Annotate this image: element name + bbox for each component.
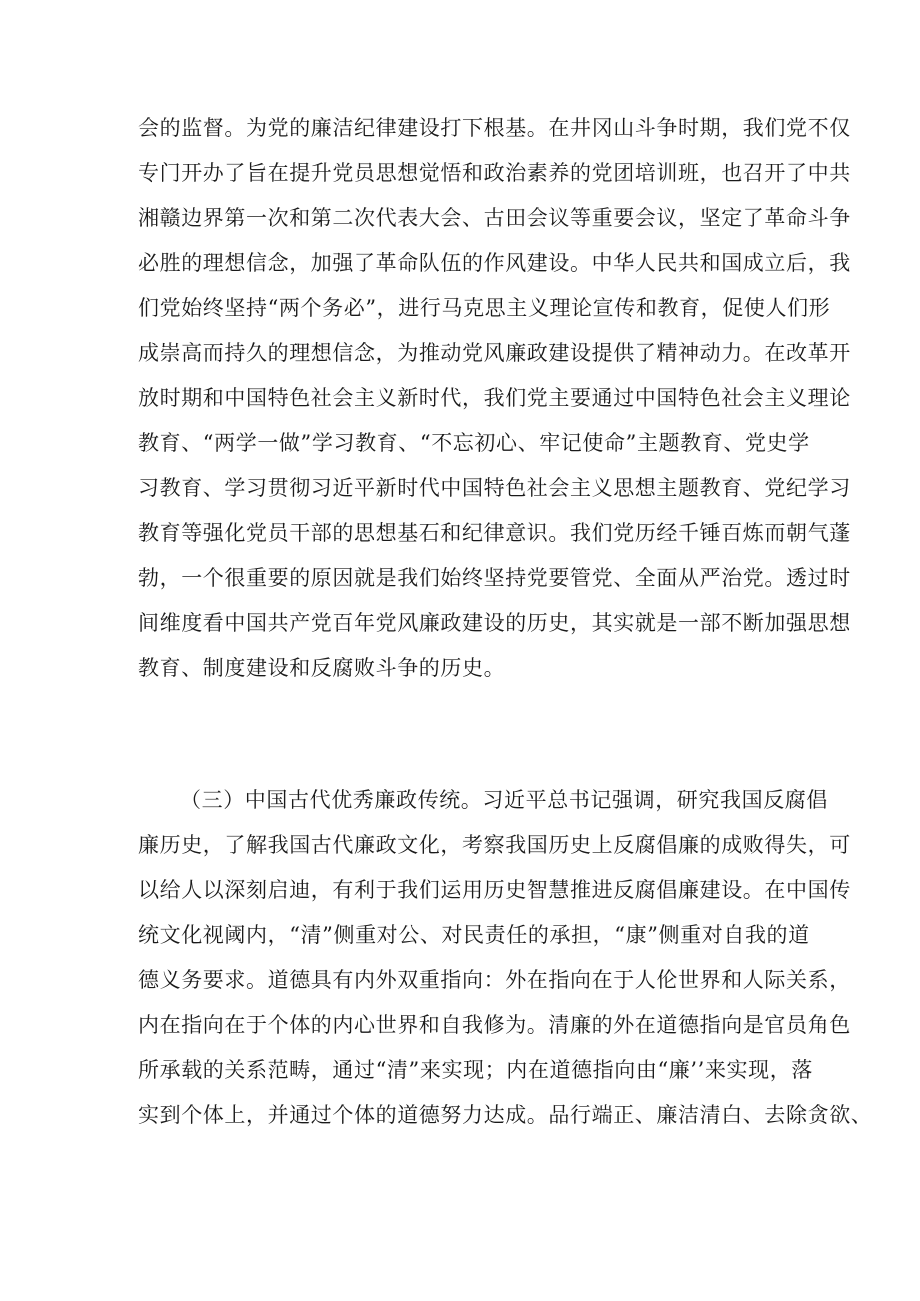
text-line: 成崇高而持久的理想信念，为推动党风廉政建设提供了精神动力。在改革开	[138, 341, 851, 365]
text-line: 湘赣边界第一次和第二次代表大会、古田会议等重要会议，坚定了革命斗争	[138, 206, 851, 230]
text-line-last: 教育、制度建设和反腐败斗争的历史。	[138, 656, 506, 680]
text-line: 间维度看中国共产党百年党风廉政建设的历史，其实就是一部不断加强思想	[138, 611, 851, 635]
text-line: 内在指向在于个体的内心世界和自我修为。清廉的外在道德指向是官员角色	[138, 1013, 851, 1037]
text-line: 们党始终坚持“两个务必”，进行马克思主义理论宣传和教育，促使人们形	[138, 296, 831, 320]
text-line: 实到个体上，并通过个体的道德努力达成。品行端正、廉洁清白、去除贪欲、	[138, 1103, 873, 1127]
text-line: 德义务要求。道德具有内外双重指向：外在指向在于人伦世界和人际关系，	[138, 968, 851, 992]
section-heading-line: （三）中国古代优秀廉政传统。习近平总书记强调，研究我国反腐倡	[180, 788, 828, 812]
text-line: 勃，一个很重要的原因就是我们始终坚持党要管党、全面从严治党。透过时	[138, 566, 851, 590]
text-line: 专门开办了旨在提升党员思想觉悟和政治素养的党团培训班，也召开了中共	[138, 161, 851, 185]
text-line: 放时期和中国特色社会主义新时代，我们党主要通过中国特色社会主义理论	[138, 386, 851, 410]
text-line: 习教育、学习贯彻习近平新时代中国特色社会主义思想主题教育、党纪学习	[138, 476, 851, 500]
text-line: 廉历史，了解我国古代廉政文化，考察我国历史上反腐倡廉的成败得失，可	[138, 833, 851, 857]
text-line: 会的监督。为党的廉洁纪律建设打下根基。在井冈山斗争时期，我们党不仅	[138, 116, 851, 140]
text-line: 所承载的关系范畴，通过“清”来实现；内在道德指向由“廉’’来实现，落	[138, 1058, 813, 1082]
text-line: 以给人以深刻启迪，有利于我们运用历史智慧推进反腐倡廉建设。在中国传	[138, 878, 851, 902]
text-line: 必胜的理想信念，加强了革命队伍的作风建设。中华人民共和国成立后，我	[138, 251, 851, 275]
text-line: 教育、“两学一做”学习教育、“不忘初心、牢记使命”主题教育、党史学	[138, 431, 810, 455]
text-line: 教育等强化党员干部的思想基石和纪律意识。我们党历经千锤百炼而朝气蓬	[138, 521, 851, 545]
text-line: 统文化视阈内，“清”侧重对公、对民责任的承担，“康”侧重对自我的道	[138, 923, 810, 947]
